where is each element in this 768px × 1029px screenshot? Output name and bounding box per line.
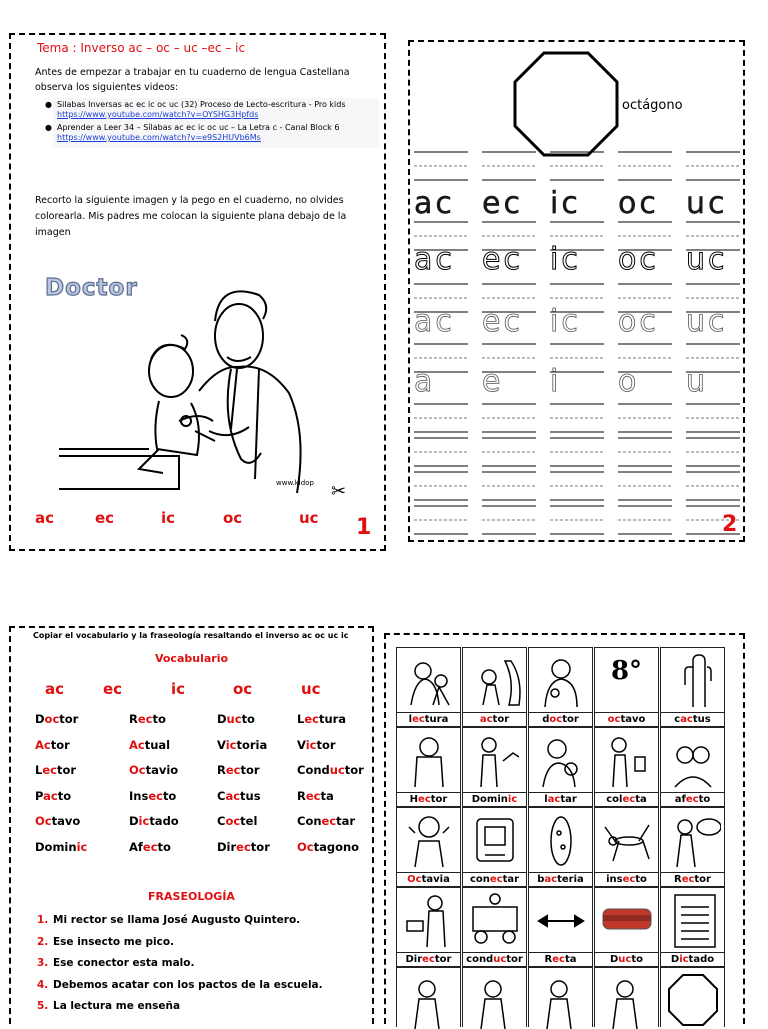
picture-card <box>396 887 461 967</box>
trace-syllable: ac <box>414 304 455 339</box>
trace-syllable: ac <box>414 242 455 277</box>
phrase-number: 2. <box>37 935 49 948</box>
trace-vowel: e <box>482 364 504 399</box>
picture-label: lectura <box>397 712 460 726</box>
intro-text: Antes de empezar a trabajar en tu cuaderno de lengua Castellana observa los siguientes videos: <box>35 67 350 93</box>
phrase-item <box>37 914 300 926</box>
picture-label: conectar <box>463 872 526 886</box>
page-number: 1 <box>356 515 372 540</box>
video-item <box>45 100 375 120</box>
picture-label: Hector <box>397 792 460 806</box>
picture-card <box>396 807 461 887</box>
vocabulary-page <box>9 626 374 1024</box>
trace-syllable: uc <box>686 242 728 277</box>
trace-vowel: o <box>618 364 640 399</box>
picture-label: Dominic <box>463 792 526 806</box>
watermark: www.kidop <box>276 479 314 487</box>
phrase-item <box>37 979 323 991</box>
picture-label: Rector <box>661 872 724 886</box>
picture-icon <box>599 811 655 869</box>
vocabulary-word: Conductor <box>297 763 364 777</box>
syllable: oc <box>223 509 243 527</box>
picture-label: conductor <box>463 952 526 966</box>
picture-card <box>528 887 593 967</box>
trace-syllable: oc <box>618 242 659 277</box>
picture-card <box>462 807 527 887</box>
picture-label: actor <box>463 712 526 726</box>
picture-icon <box>665 651 721 709</box>
picture-card <box>528 967 593 1027</box>
syllable: ec <box>103 680 123 698</box>
phrase-number: 5. <box>37 1000 49 1012</box>
picture-card <box>462 727 527 807</box>
picture-label: doctor <box>529 712 592 726</box>
instructions-text: Recorto la siguiente imagen y la pego en el cuaderno, no olvides colorearla. Mis padres me colocan la siguiente plana debajo de la imagen <box>35 195 347 238</box>
vocabulary-word: Recta <box>297 788 334 803</box>
picture-icon <box>467 651 523 709</box>
picture-label: colecta <box>595 792 658 806</box>
trace-syllable: ic <box>550 304 581 339</box>
picture-card <box>594 727 659 807</box>
picture-card <box>462 887 527 967</box>
vocabulary-heading: Vocabulario <box>154 652 229 665</box>
picture-icon <box>665 811 721 869</box>
picture-card <box>396 647 461 727</box>
picture-label: cactus <box>661 712 724 726</box>
bullet-icon: ● <box>45 123 52 132</box>
vocabulary-word: Conectar <box>297 814 356 828</box>
picture-card <box>396 967 461 1027</box>
picture-icon <box>533 731 589 789</box>
video-link[interactable]: https://www.youtube.com/watch?v=e9S2HUVb6Ms <box>57 133 261 142</box>
vocabulary-word: Octavio <box>129 763 179 777</box>
picture-icon <box>533 971 589 1029</box>
syllable: uc <box>301 680 321 698</box>
trace-syllable: ec <box>482 186 523 221</box>
picture-card <box>462 647 527 727</box>
picture-card <box>594 647 659 727</box>
syllable: ac <box>45 680 65 698</box>
picture-label: afecto <box>661 792 724 806</box>
scissors-icon: ✂ <box>331 481 347 502</box>
trace-syllable: uc <box>686 186 728 221</box>
trace-syllable: ic <box>550 242 581 277</box>
phrase-text: Mi rector se llama José Augusto Quintero. <box>53 914 301 926</box>
syllable: ac <box>35 509 55 527</box>
picture-icon <box>401 811 457 869</box>
picture-label: Recta <box>529 952 592 966</box>
vocabulary-word: Doctor <box>35 712 79 726</box>
worksheet-page-1 <box>9 33 386 551</box>
video-title: Aprender a Leer 34 – Sílabas ac ec ic oc uc – La Letra c - Canal Block 6 <box>57 123 340 132</box>
trace-vowel: u <box>686 364 709 399</box>
topic-title: Tema : Inverso ac – oc – uc –ec – ic <box>37 41 246 55</box>
phrase-number: 4. <box>37 978 49 991</box>
vocabulary-word: Afecto <box>129 839 171 854</box>
page-title: Copiar el vocabulario y la fraseología resaltando el inverso ac oc uc ic <box>33 631 349 640</box>
vocabulary-word: Insecto <box>129 788 177 803</box>
picture-icon <box>599 731 655 789</box>
syllable: ic <box>171 680 186 698</box>
picture-icon <box>599 971 655 1029</box>
picture-label: Octavia <box>397 872 460 886</box>
phrase-text: Ese insecto me pico. <box>53 935 175 948</box>
picture-card <box>660 647 725 727</box>
trace-syllable: ec <box>482 304 523 339</box>
picture-label: Ducto <box>595 952 658 966</box>
trace-syllable: oc <box>618 186 659 221</box>
trace-syllable: ic <box>550 186 581 221</box>
picture-icon <box>467 811 523 869</box>
picture-label: octavo <box>595 712 658 726</box>
phrase-number: 3. <box>37 957 49 969</box>
video-title: Silabas Inversas ac ec ic oc uc (32) Proceso de Lecto-escritura - Pro kids <box>57 100 346 109</box>
vocabulary-word: Rector <box>217 763 260 777</box>
phrase-text: Ese conector esta malo. <box>53 957 195 969</box>
phrase-item <box>37 957 194 969</box>
picture-icon <box>401 971 457 1029</box>
picture-card <box>462 967 527 1027</box>
bullet-icon: ● <box>45 100 52 109</box>
picture-label: lactar <box>529 792 592 806</box>
vocabulary-word: Actor <box>35 737 70 752</box>
number-eight: 8° <box>610 656 643 686</box>
picture-icon <box>533 811 589 869</box>
octagon-icon <box>665 971 721 1029</box>
vocabulary-word: Pacto <box>35 788 72 803</box>
octagon-label: octágono <box>622 98 683 113</box>
syllable: uc <box>299 509 319 527</box>
picture-icon <box>665 731 721 789</box>
vocabulary-word: Actual <box>129 737 171 752</box>
picture-label: Dictado <box>661 952 724 966</box>
vocabulary-word: Victoria <box>217 737 268 752</box>
video-link[interactable]: https://www.youtube.com/watch?v=OYSHG3Hpfds <box>57 110 259 119</box>
picture-icon <box>467 731 523 789</box>
vocabulary-word: Victor <box>297 737 336 752</box>
vocabulary-word: Ducto <box>217 712 255 726</box>
phrase-item <box>37 1000 180 1012</box>
double-arrow-icon <box>533 891 589 949</box>
syllable: ec <box>95 509 115 527</box>
worksheet-page-2 <box>408 40 745 542</box>
picture-icon <box>401 731 457 789</box>
picture-card <box>528 647 593 727</box>
trace-syllable: ec <box>482 242 523 277</box>
video-list <box>45 98 379 148</box>
fraseologia-heading: FRASEOLOGÍA <box>148 890 235 903</box>
picture-card <box>660 967 725 1027</box>
phrase-text: La lectura me enseña <box>53 1000 181 1012</box>
vocabulary-word: Recto <box>129 712 166 726</box>
picture-icon <box>533 651 589 709</box>
picture-card <box>660 807 725 887</box>
trace-syllable: ac <box>414 186 455 221</box>
vocabulary-word: Director <box>217 839 270 854</box>
picture-card <box>594 807 659 887</box>
vocabulary-word: Octagono <box>297 839 360 854</box>
trace-vowel: a <box>414 364 436 399</box>
vocabulary-word: Dominic <box>35 839 88 854</box>
picture-label: bacteria <box>529 872 592 886</box>
vocabulary-word: Coctel <box>217 814 258 828</box>
vocabulary-word: Dictado <box>129 814 179 828</box>
duct-pipe-icon <box>599 891 655 949</box>
picture-vocabulary-page <box>384 633 745 1024</box>
picture-icon <box>401 891 457 949</box>
syllable: oc <box>233 680 253 698</box>
picture-label: insecto <box>595 872 658 886</box>
doctor-word: Doctor <box>45 275 138 301</box>
picture-icon <box>467 891 523 949</box>
picture-card <box>660 727 725 807</box>
picture-icon <box>467 971 523 1029</box>
vocabulary-word: Cactus <box>217 788 261 803</box>
picture-card <box>528 727 593 807</box>
phrase-item <box>37 936 174 948</box>
trace-syllable: oc <box>618 304 659 339</box>
page-number: 2 <box>722 512 738 537</box>
picture-card <box>660 887 725 967</box>
vocabulary-word: Lector <box>35 763 77 777</box>
picture-card <box>594 967 659 1027</box>
picture-card <box>396 727 461 807</box>
picture-card <box>528 807 593 887</box>
trace-syllable: uc <box>686 304 728 339</box>
trace-vowel: i <box>550 364 562 399</box>
vocabulary-word: Octavo <box>35 814 81 828</box>
handwriting-guidelines <box>410 42 747 544</box>
picture-icon <box>665 891 721 949</box>
phrase-text: Debemos acatar con los pactos de la escuela. <box>53 978 323 991</box>
picture-card <box>594 887 659 967</box>
picture-icon <box>401 651 457 709</box>
syllable: ic <box>161 509 176 527</box>
vocabulary-word: Lectura <box>297 712 347 726</box>
video-item <box>45 123 375 143</box>
picture-label: Director <box>397 952 460 966</box>
phrase-number: 1. <box>37 914 49 926</box>
